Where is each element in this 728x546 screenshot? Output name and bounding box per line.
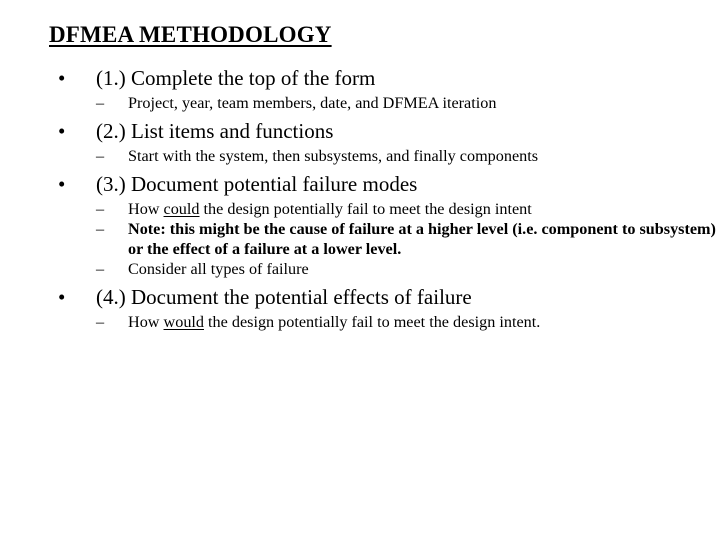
emphasis-would: would (163, 313, 204, 331)
sub-list-4 (96, 312, 718, 332)
sub-list-3 (96, 199, 718, 279)
sub-item-text-after: the design potentially fail to meet the design intent (199, 200, 532, 218)
bullet-item-1 (58, 64, 718, 113)
sub-item-3-2 (96, 219, 718, 259)
sub-item-text (128, 312, 718, 332)
sub-item-text: Project, year, team members, date, and DFMEA iteration (128, 94, 497, 112)
dash-icon: – (96, 147, 105, 165)
bullet-icon: • (58, 285, 66, 309)
dash-icon: – (96, 260, 105, 278)
bullet-label-2: (2.) List items and functions (96, 119, 334, 143)
dash-icon: – (96, 220, 105, 238)
bullet-label-4: (4.) Document the potential effects of failure (96, 285, 472, 309)
sub-item-text: Consider all types of failure (128, 260, 309, 278)
sub-item-text (128, 199, 718, 219)
bullet-icon: • (58, 66, 66, 90)
sub-item-3-3 (96, 259, 718, 279)
dash-icon: – (96, 313, 105, 331)
bullet-line-4 (58, 283, 718, 312)
bullet-icon: • (58, 119, 66, 143)
sub-item-2-1 (96, 146, 718, 166)
sub-item-text: Start with the system, then subsystems, and finally components (128, 147, 539, 165)
sub-list-2 (96, 146, 718, 166)
bullet-item-4 (58, 283, 718, 332)
bullet-line-2 (58, 117, 718, 146)
sub-item-text-before: How (128, 200, 164, 218)
slide-title: DFMEA METHODOLOGY (49, 22, 332, 47)
bullet-icon: • (58, 172, 66, 196)
dash-icon: – (96, 94, 105, 112)
sub-item-text-after: the design potentially fail to meet the design intent. (204, 313, 541, 331)
sub-list-1 (96, 93, 718, 113)
sub-item-1-1 (96, 93, 718, 113)
sub-item-text-before: How (128, 313, 164, 331)
bullet-label-1: (1.) Complete the top of the form (96, 66, 376, 90)
sub-item-3-1 (96, 199, 718, 219)
bullet-line-1 (58, 64, 718, 93)
bullet-label-3: (3.) Document potential failure modes (96, 172, 418, 196)
bullet-item-3 (58, 170, 718, 279)
emphasis-could: could (163, 200, 200, 218)
sub-item-4-1 (96, 312, 718, 332)
bullet-item-2 (58, 117, 718, 166)
bullet-list (58, 64, 718, 332)
note-text: Note: this might be the cause of failure at a higher level (i.e. component to subsystem) or the effect of a failure at a lower level. (128, 220, 716, 258)
bullet-line-3 (58, 170, 718, 199)
dash-icon: – (96, 200, 105, 218)
